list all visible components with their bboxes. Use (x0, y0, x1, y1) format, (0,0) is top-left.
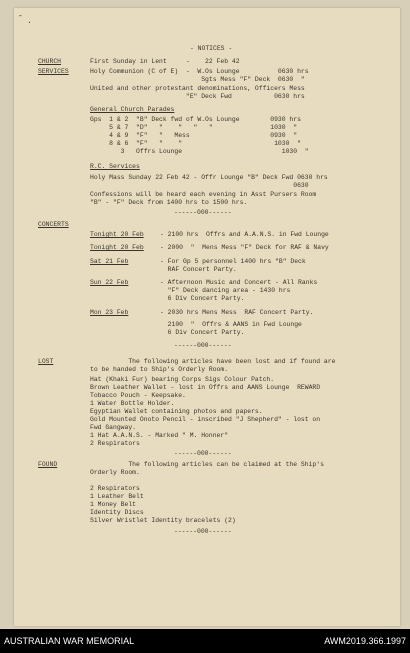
concert-detail: - 2030 hrs Mens Mess RAF Concert Party. (160, 309, 314, 316)
church-heading-1: CHURCH (38, 58, 62, 65)
church-line: Holy Communion (C of E) - W.Os Lounge 0630 hrs (90, 68, 309, 75)
footer-accession-number: AWM2019.366.1997 (324, 636, 406, 646)
rc-line: Confessions will be heard each evening in Asst Pursers Room (90, 191, 317, 198)
church-line: United and other protestant denominations, Officers Mess (90, 85, 305, 92)
concert-day: Sun 22 Feb (90, 279, 129, 286)
parade-line: 5 & 7 "D" " " " " 1030 " (90, 124, 298, 131)
concert-day: Mon 23 Feb (90, 309, 129, 316)
lost-line: 1 Hat A.A.N.S. - Marked " M. Honner" (90, 432, 229, 439)
parade-line: 3 Offrs Lounge 1030 " (90, 148, 309, 155)
lost-line: 2 Respirators (90, 440, 140, 447)
concert-day: Tonight 20 Feb (90, 244, 144, 251)
parade-line: 4 & 9 "F" " Mess 0930 " (90, 132, 298, 139)
lost-heading: LOST (38, 358, 54, 365)
church-line: Sgts Mess "F" Deck 0630 " (90, 76, 305, 83)
found-heading: FOUND (38, 461, 58, 468)
corner-mark: . (27, 17, 32, 26)
rc-line: Holy Mass Sunday 22 Feb 42 - Offr Lounge "B" Deck Fwd 0630 hrs (90, 174, 328, 181)
concert-detail: 2100 " Offrs & AANS in Fwd Lounge (160, 321, 302, 328)
section-divider: ------000------ (174, 528, 232, 535)
concert-detail: 6 Div Concert Party. (160, 329, 245, 336)
notices-title: - NOTICES - (190, 45, 233, 52)
corner-mark: - (18, 12, 23, 21)
church-line: First Sunday in Lent - 22 Feb 42 (90, 58, 240, 65)
notice-sheet (14, 8, 400, 626)
parade-line: Gps 1 & 2 "B" Deck fwd of W.Os Lounge 0930 hrs (90, 116, 301, 123)
rc-line: 0630 (90, 182, 309, 189)
lost-line: The following articles have been lost and if found are (90, 358, 336, 365)
lost-line: Fwd Gangway. (90, 424, 137, 431)
section-divider: ------000------ (174, 209, 232, 216)
footer-credit: AUSTRALIAN WAR MEMORIAL (4, 636, 135, 646)
church-line: "E" Deck Fwd 0630 hrs (90, 93, 305, 100)
concert-detail: - 2100 hrs Offrs and A.A.N.S. in Fwd Lounge (160, 231, 329, 238)
found-line: 1 Leather Belt (90, 493, 144, 500)
lost-line: 1 Water Bottle Holder. (90, 400, 175, 407)
concerts-heading: CONCERTS (38, 221, 69, 228)
concert-detail: "F" Deck dancing area - 1430 hrs (160, 287, 291, 294)
concert-day: Sat 21 Feb (90, 258, 129, 265)
found-line: Silver Wristlet Identity bracelets (2) (90, 517, 236, 524)
found-line: 2 Respirators (90, 485, 140, 492)
concert-day: Tonight 20 Feb (90, 231, 144, 238)
rc-line: "B" - "F" Deck from 1400 hrs to 1500 hrs. (90, 199, 248, 206)
concert-detail: - Afternoon Music and Concert - All Ranks (160, 279, 318, 286)
rc-heading: R.C. Services (90, 163, 140, 170)
concert-detail: 6 Div Concert Party. (160, 295, 245, 302)
section-divider: ------000------ (174, 450, 232, 457)
footer-bar (0, 629, 410, 653)
concert-detail: RAF Concert Party. (160, 266, 237, 273)
parade-line: 8 & 6 "F" " " 1030 " (90, 140, 301, 147)
found-line: Identity Discs (90, 509, 144, 516)
found-line: 1 Money Belt (90, 501, 137, 508)
concert-detail: - 2000 " Mens Mess "F" Deck for RAF & Navy (160, 244, 329, 251)
found-line: The following articles can be claimed at the Ship's (90, 461, 324, 468)
lost-line: Gold Mounted Onoto Pencil - inscribed "J Shepherd" - lost on (90, 416, 321, 423)
parades-heading: General Church Parades (90, 106, 175, 113)
church-heading-2: SERVICES (38, 68, 69, 75)
lost-line: to be handed to Ship's Orderly Room. (90, 366, 229, 373)
section-divider: ------000------ (174, 342, 232, 349)
lost-line: Egyptian Wallet containing photos and papers. (90, 408, 263, 415)
lost-line: Tobacco Pouch - Keepsake. (90, 392, 186, 399)
lost-line: Hat (Khaki Fur) bearing Corps Sigs Colour Patch. (90, 376, 275, 383)
found-line: Orderly Room. (90, 469, 140, 476)
concert-detail: - For Gp 5 personnel 1400 hrs "B" Deck (160, 258, 306, 265)
lost-line: Brown Leather Wallet - lost in Offrs and AANS Lounge REWARD (90, 384, 321, 391)
